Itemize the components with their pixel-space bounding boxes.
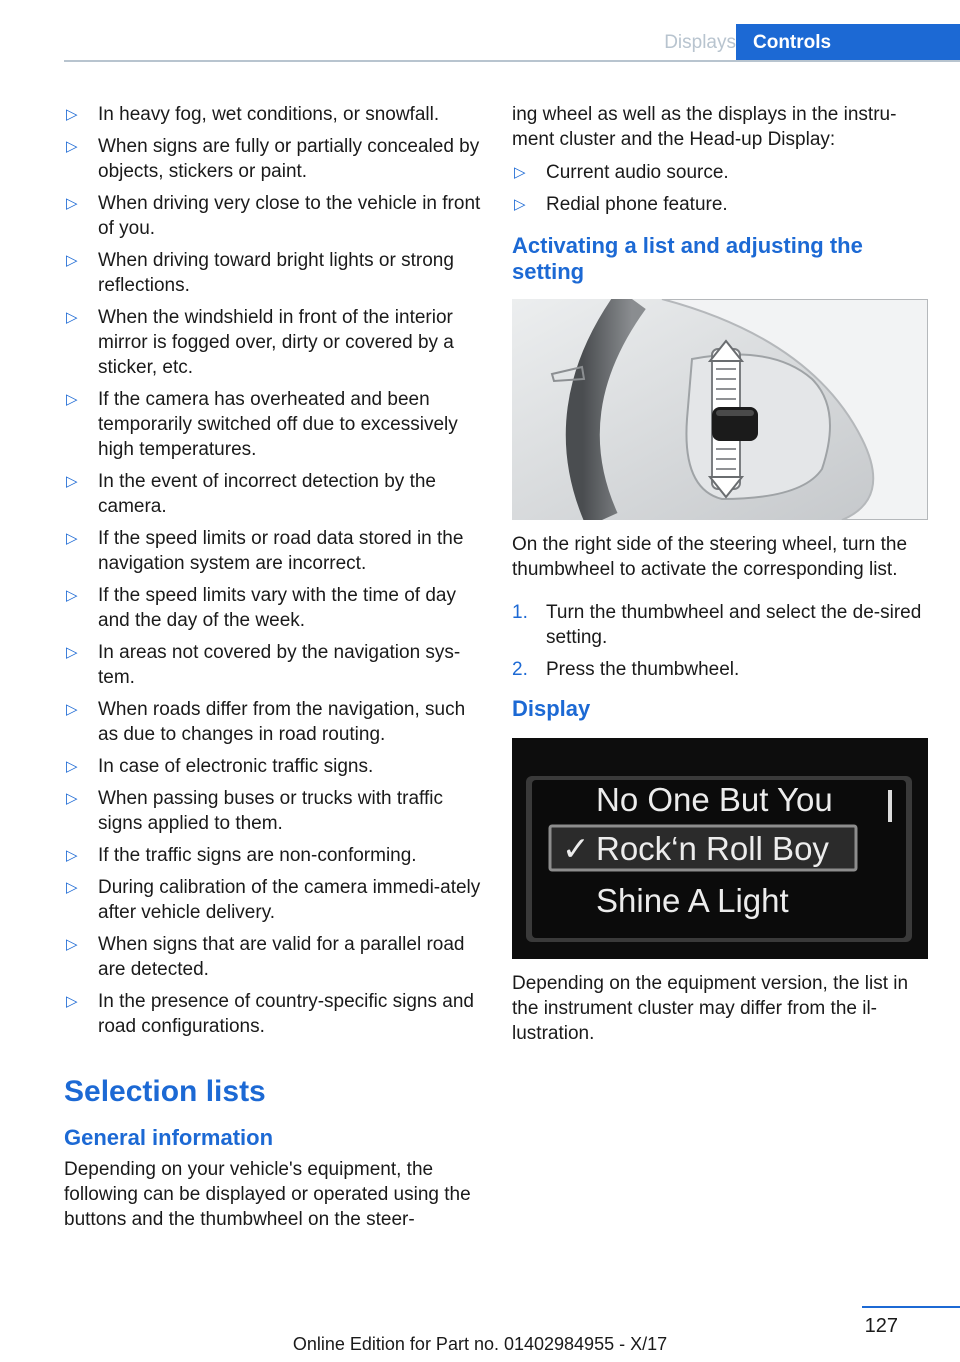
- list-item-text: When driving toward bright lights or strong reflections.: [98, 250, 454, 296]
- triangle-bullet-icon: ▷: [66, 644, 78, 661]
- list-item: [64, 697, 484, 747]
- paragraph: Depending on the equipment version, the list in the instrument cluster may differ from the il‐lustration.: [512, 973, 909, 1044]
- step-text: Turn the thumbwheel and select the de‐sired setting.: [546, 602, 922, 648]
- step-item: [512, 657, 932, 682]
- triangle-bullet-icon: ▷: [66, 195, 78, 212]
- page-header: [0, 24, 960, 62]
- header-divider: [64, 60, 960, 62]
- list-item: [64, 754, 484, 779]
- list-item-text: When signs are fully or partially concealed by objects, stickers or paint.: [98, 136, 480, 182]
- triangle-bullet-icon: ▷: [66, 530, 78, 547]
- list-item-text: In areas not covered by the navigation sys‐tem.: [98, 642, 461, 688]
- list-item: [64, 387, 484, 462]
- footer-edition: Online Edition for Part no. 01402984955 - X/17: [292, 1334, 668, 1354]
- step-number: 1.: [512, 602, 528, 623]
- right-column: [512, 102, 932, 1046]
- list-item-text: If the speed limits or road data stored in the navigation system are incorrect.: [98, 528, 464, 574]
- list-item: [64, 305, 484, 380]
- page-number: 127: [864, 1315, 898, 1337]
- triangle-bullet-icon: ▷: [66, 701, 78, 718]
- tab-controls[interactable]: Controls: [736, 24, 960, 62]
- display-sources-list: [512, 160, 932, 217]
- triangle-bullet-icon: ▷: [66, 879, 78, 896]
- triangle-bullet-icon: ▷: [66, 138, 78, 155]
- list-item-text: When passing buses or trucks with traffic signs applied to them.: [98, 788, 443, 834]
- list-item: [64, 469, 484, 519]
- display-list-item: Rock‘n Roll Boy: [596, 830, 829, 867]
- list-item: [512, 160, 932, 185]
- steering-wheel-image: [512, 299, 932, 520]
- list-item: [64, 248, 484, 298]
- list-item: [512, 192, 932, 217]
- list-item-text: In the event of incorrect detection by the camera.: [98, 471, 436, 517]
- triangle-bullet-icon: ▷: [66, 106, 78, 123]
- list-item-text: If the camera has overheated and been temporarily switched off due to excessively high temperatures.: [98, 389, 458, 460]
- subsection-heading: Activating a list and adjusting the setting: [512, 233, 863, 284]
- step-item: [512, 600, 932, 650]
- triangle-bullet-icon: ▷: [66, 473, 78, 490]
- triangle-bullet-icon: ▷: [66, 252, 78, 269]
- display-image: [512, 738, 932, 959]
- list-item-text: In the presence of country-specific signs and road configurations.: [98, 991, 474, 1037]
- instrument-cluster-list-image: [512, 738, 928, 959]
- steps-list: [512, 600, 932, 682]
- triangle-bullet-icon: ▷: [514, 164, 526, 181]
- steering-wheel-thumbwheel-icon: [512, 299, 928, 520]
- step-number: 2.: [512, 659, 528, 680]
- triangle-bullet-icon: ▷: [514, 196, 526, 213]
- section-title: Selection lists: [64, 1075, 266, 1108]
- triangle-bullet-icon: ▷: [66, 936, 78, 953]
- list-item-text: If the traffic signs are non-conforming.: [98, 845, 417, 866]
- left-column: [64, 102, 484, 1232]
- triangle-bullet-icon: ▷: [66, 309, 78, 326]
- triangle-bullet-icon: ▷: [66, 587, 78, 604]
- checkmark-icon: ✓: [562, 830, 590, 867]
- list-item-text: During calibration of the camera immedi‐ately after vehicle delivery.: [98, 877, 481, 923]
- list-item-text: Current audio source.: [546, 162, 729, 183]
- list-item-text: In case of electronic traffic signs.: [98, 756, 374, 777]
- list-item-text: When signs that are valid for a parallel road are detected.: [98, 934, 465, 980]
- subsection-heading: Display: [512, 696, 591, 721]
- tab-displays[interactable]: Displays: [664, 32, 736, 53]
- list-item: [64, 526, 484, 576]
- list-item: [64, 134, 484, 184]
- list-item-text: When the windshield in front of the interior mirror is fogged over, dirty or covered by a sticker, etc.: [98, 307, 454, 378]
- display-list-item: No One But You: [596, 781, 833, 818]
- list-item-text: When roads differ from the navigation, such as due to changes in road routing.: [98, 699, 466, 745]
- triangle-bullet-icon: ▷: [66, 847, 78, 864]
- triangle-bullet-icon: ▷: [66, 993, 78, 1010]
- list-item: [64, 191, 484, 241]
- limitations-list: [64, 102, 484, 1039]
- triangle-bullet-icon: ▷: [66, 790, 78, 807]
- list-item: [64, 786, 484, 836]
- list-item: [64, 640, 484, 690]
- display-list-item: Shine A Light: [596, 882, 789, 919]
- paragraph: Depending on your vehicle's equipment, the following can be displayed or operated using the buttons and the thumbwheel on the steer‐: [64, 1159, 471, 1230]
- step-text: Press the thumbwheel.: [546, 659, 740, 680]
- paragraph: ing wheel as well as the displays in the instru‐ment cluster and the Head-up Display:: [512, 104, 897, 150]
- paragraph: On the right side of the steering wheel, turn the thumbwheel to activate the corresponding list.: [512, 534, 908, 580]
- triangle-bullet-icon: ▷: [66, 758, 78, 775]
- footer-divider: [862, 1306, 960, 1308]
- list-item-text: If the speed limits vary with the time of day and the day of the week.: [98, 585, 456, 631]
- list-item: [64, 989, 484, 1039]
- list-item: [64, 583, 484, 633]
- triangle-bullet-icon: ▷: [66, 391, 78, 408]
- list-item-text: Redial phone feature.: [546, 194, 728, 215]
- list-item-text: When driving very close to the vehicle in front of you.: [98, 193, 481, 239]
- subsection-heading: General information: [64, 1125, 274, 1150]
- list-item: [64, 875, 484, 925]
- list-item-text: In heavy fog, wet conditions, or snowfall.: [98, 104, 440, 125]
- list-item: [64, 843, 484, 868]
- list-item: [64, 932, 484, 982]
- list-item: [64, 102, 484, 127]
